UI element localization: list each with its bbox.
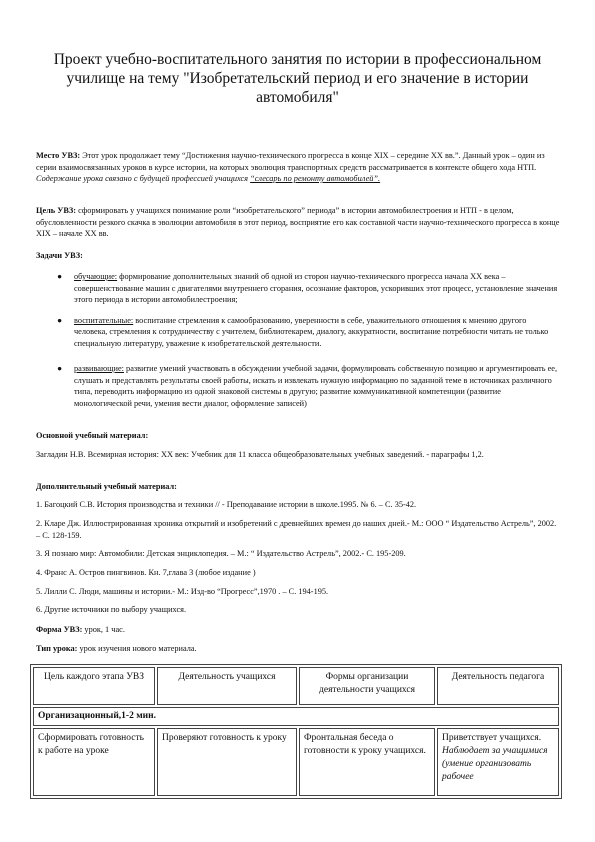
column-header: Цель каждого этапа УВЗ xyxy=(33,667,155,705)
table-section-row xyxy=(33,707,559,726)
teacher-activity-italic: Наблюдает за учащимися (умение организовать рабочее xyxy=(442,746,548,782)
form-line xyxy=(36,624,560,636)
column-header: Деятельность учащихся xyxy=(157,667,297,705)
task-text: воспитание стремления к самообразованию, уверенности в себе, уважительного отношения к мнению другого человека, стремления к сотрудничеству с учителем, библиотекарем, диалогу, аккуратности, воспитание потребности читать не только специальную литературу, уважение к изобретательской деятельности. xyxy=(74,315,549,348)
type-text: урок изучения нового материала. xyxy=(77,644,197,653)
table-cell: Фронтальная беседа о готовности к уроку учащихся. xyxy=(299,728,435,796)
place-italic-text: Содержание урока связано с будущей профессией учащихся xyxy=(36,174,251,183)
type-line xyxy=(36,643,560,655)
list-item xyxy=(52,315,560,350)
column-header: Формы организации деятельности учащихся xyxy=(299,667,435,705)
teacher-activity-text: Приветствует учащихся. xyxy=(442,733,542,743)
task-text: развитие умений участвовать в обсуждении учебной задачи, формулировать собственную позицию и аргументировать ее, слушать и представлять результаты своей работы, искать и извлекать нужную информацию по заданной теме в источниках различного типа, переводить информацию из одной знаковой системы в другую; развитие коммуникативной компетенции (развитие монологической речи, умения вести диалог, оформление записей) xyxy=(74,364,558,408)
place-label: Место УВЗ: xyxy=(36,151,81,160)
task-term: развивающие: xyxy=(74,364,124,373)
type-label: Тип урока: xyxy=(36,644,78,653)
tasks-heading: Задачи УВЗ: xyxy=(36,251,83,260)
extra-material-item: 2. Кларе Дж. Иллюстрированная хроника открытий и изобретений с древнейших времен до наших дней.- М.: ООО “ Издательство Астрель”, 2002. – С. 128-159. xyxy=(36,519,557,540)
extra-material-item: 3. Я познаю мир: Автомобили: Детская энциклопедия. – М.: “ Издательство Астрель”, 2002.- С. 195-209. xyxy=(36,549,406,558)
main-material-heading: Основной учебный материал: xyxy=(36,431,149,440)
place-profession-link: “слесарь по ремонту автомобилей”. xyxy=(250,174,381,183)
document-title: Проект учебно-воспитательного занятия по истории в профессиональном училище на тему "Изобретательский период и его значение в истории автомобиля" xyxy=(53,51,542,106)
column-header: Деятельность педагога xyxy=(437,667,559,705)
bullet-icon: ● xyxy=(57,315,63,325)
extra-material-item: 6. Другие источники по выбору учащихся. xyxy=(36,605,187,614)
table-cell: Проверяют готовность к уроку xyxy=(157,728,297,796)
goal-label: Цель УВЗ: xyxy=(36,206,77,215)
table-row xyxy=(33,728,559,796)
list-item xyxy=(52,363,560,409)
bullet-icon: ● xyxy=(57,272,63,281)
place-paragraph xyxy=(36,150,560,185)
form-label: Форма УВЗ: xyxy=(36,625,83,634)
form-text: урок, 1 час. xyxy=(82,625,125,634)
table-header-row xyxy=(33,667,559,705)
list-item xyxy=(52,271,560,306)
goal-text: сформировать у учащихся понимание роли “изобретательского” периода” в истории автомобилестроения и НТП - в целом, обусловленности резкого скачка в эволюции автомобиля в этот период, восприятие его как составной части научно-технического прогресса в конце XIX – начале XX вв. xyxy=(36,206,560,238)
table-cell: Сформировать готовность к работе на уроке xyxy=(33,728,155,796)
bullet-icon: ● xyxy=(57,364,63,373)
lesson-plan-table xyxy=(30,664,562,799)
task-term: воспитательные: xyxy=(74,315,134,325)
extra-material-item: 5. Лилли С. Люди, машины и истории.- М.: Изд-во “Прогресс”,1970 . – С. 194-195. xyxy=(36,587,329,596)
table-cell xyxy=(437,728,559,796)
extra-material-item: 1. Багоцкий С.В. История производства и техники // - Преподавание истории в школе.1995. № 6. – С. 35-42. xyxy=(36,500,417,509)
section-title: Организационный,1-2 мин. xyxy=(33,707,559,726)
place-text: Этот урок продолжает тему “Достижения научно-технического прогресса в конце XIX – середине XX вв.”. Данный урок – один из серии взаимосвязанных уроков в курсе истории, на которых эволюция транспортных средств рассматривается в контексте общего хода НТП. xyxy=(36,151,545,172)
goal-paragraph xyxy=(36,205,560,240)
extra-material-heading: Дополнительный учебный материал: xyxy=(36,482,177,491)
tasks-list xyxy=(52,271,560,418)
task-text: формирование дополнительных знаний об одной из сторон научно-технического прогресса начала XX века – совершенствование машин с двигателями внутреннего сгорания, осознание факторов, ускоривших этот процесс, установление значения этого периода в истории автомобилестроения; xyxy=(74,272,558,304)
task-term: обучающие: xyxy=(74,272,118,281)
main-material-text: Загладин Н.В. Всемирная история: XX век: Учебник для 11 класса общеобразовательных учебных заведений. - параграфы 1,2. xyxy=(36,450,484,459)
extra-material-item: 4. Франс А. Остров пингвинов. Кн. 7,глава 3 (любое издание ) xyxy=(36,568,256,577)
